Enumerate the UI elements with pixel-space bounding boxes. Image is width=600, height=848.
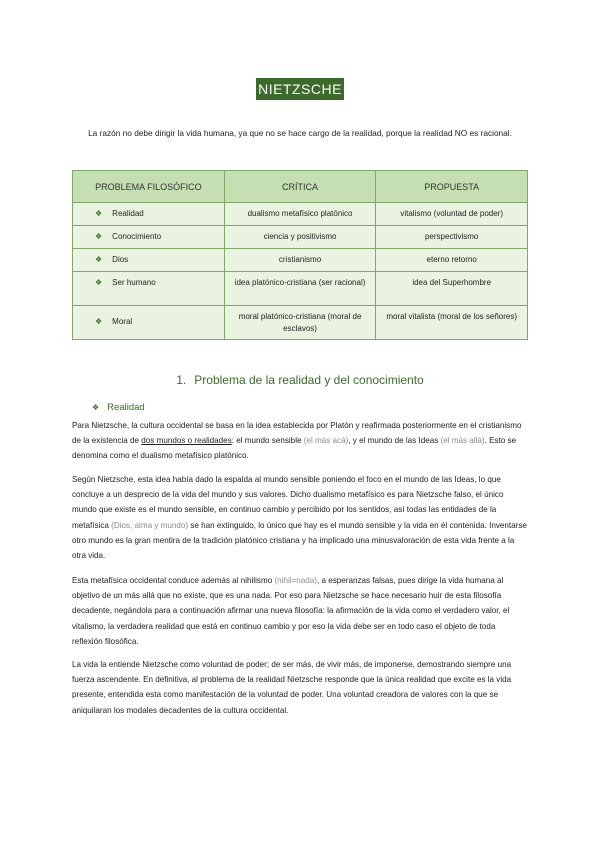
header-critica: CRÍTICA [224, 171, 376, 203]
propuesta-cell: idea del Superhombre [376, 272, 528, 306]
p1-text-b: : el mundo sensible [231, 436, 304, 446]
topic-label: Ser humano [112, 278, 156, 287]
critica-cell: idea platónico-cristiana (ser racional) [224, 272, 376, 306]
topic-cell [73, 203, 225, 226]
header-propuesta: PROPUESTA [376, 171, 528, 203]
topic-label: Moral [112, 317, 133, 326]
subsection-title: Realidad [107, 402, 145, 413]
topic-label: Conocimiento [112, 232, 162, 241]
section-heading [0, 373, 600, 387]
p1-gray-2: (el más allá) [440, 436, 485, 446]
p1-text-d: . Esto se denomina como el dualismo metafísico platónico. [72, 436, 517, 461]
critica-cell: cristianismo [224, 249, 376, 272]
topic-label: Dios [112, 255, 129, 264]
p1-underlined: dos mundos o realidades [141, 436, 232, 446]
diamond-bullet-icon: ❖ [95, 255, 103, 264]
subsection-heading [92, 402, 145, 413]
summary-table [72, 170, 528, 340]
critica-cell: moral platónico-cristiana (moral de esclavos) [224, 306, 376, 340]
table-row [73, 272, 528, 306]
propuesta-cell: moral vitalista (moral de los señores) [376, 306, 528, 340]
propuesta-cell: perspectivismo [376, 226, 528, 249]
propuesta-cell: vitalismo (voluntad de poder) [376, 203, 528, 226]
p2-text-a: Según Nietzsche, esta idea había dado la espalda al mundo sensible poniendo el foco en el mundo de las Ideas, lo que concluye a un desprecio de la vida del mundo y sus valores. Dicho dualismo metafísico es para Nietzsche falso, el único mundo que existe es el mundo sensible, en continuo cambio y percibido por los sentidos, así todas las entidades de la metafísica [72, 475, 504, 530]
diamond-bullet-icon: ❖ [95, 209, 103, 218]
topic-label: Realidad [112, 209, 144, 218]
topic-cell [73, 226, 225, 249]
propuesta-cell: eterno retorno [376, 249, 528, 272]
critica-cell: ciencia y positivismo [224, 226, 376, 249]
p2-text-b: se han extinguido, lo único que hay es el mundo sensible y la vida en él contenida. Inventarse otro mundo es la gran mentira de la tradición platónico cristiana y ha implicado una minusvaloración de esta vida frente a la otra vida. [72, 520, 527, 561]
diamond-bullet-icon: ❖ [92, 403, 100, 412]
paragraph-1 [72, 418, 528, 464]
table-header-row [73, 171, 528, 203]
p1-text-c: , y el mundo de las Ideas [348, 436, 441, 446]
section-title: Problema de la realidad y del conocimiento [194, 373, 424, 387]
p1-gray-1: (el más acá) [303, 436, 349, 446]
paragraph-4: La vida la entiende Nietzsche como voluntad de poder; de ser más, de vivir más, de imponerse, demostrando siempre una fuerza ascendente. En definitiva, al problema de la realidad Nietzsche responde que la única realidad que excite es la vida presente, entendida esta como manifestación de la voluntad de poder. Una voluntad creadora de valores con la que se aniquilaran los modales decadentes de la cultura occidental. [72, 660, 512, 715]
topic-cell [73, 306, 225, 340]
header-problema: PROBLEMA FILOSÓFICO [73, 171, 225, 203]
p3-gray: (nihil=nada) [274, 576, 317, 585]
title-wrap [0, 78, 600, 100]
section-number: 1. [176, 373, 187, 387]
p2-gray: (Dios, alma y mundo) [111, 520, 189, 530]
table-row [73, 226, 528, 249]
p3-text-b: , a esperanzas falsas, pues dirige la vida humana al objetivo de un más allá que no existe, que es una nada. Por eso para Nietzsche se hace necesario huir de esta filosofía decadente, negándola para a continuación afirmar una nueva filosofía: la afirmación de la vida como el verdadero valor, el vitalismo, la verdadera realidad que está en continuo cambio y por eso la vida debe ser en todo caso el objeto de toda reflexión filosófica. [72, 576, 510, 646]
p1-text-a: Para Nietzsche, la cultura occidental se basa en la idea establecida por Platón y reafirmada posteriormente en el cristianismo de la existencia de [72, 421, 522, 446]
topic-cell [73, 249, 225, 272]
table-row [73, 203, 528, 226]
diamond-bullet-icon: ❖ [95, 278, 103, 287]
paragraph-2 [72, 472, 528, 563]
p3-text-a: Esta metafísica occidental conduce además al nihilismo [72, 576, 275, 585]
critica-cell: dualismo metafísico platónico [224, 203, 376, 226]
table-row [73, 249, 528, 272]
paragraph-3 [72, 573, 528, 649]
table-row [73, 306, 528, 340]
intro-text: La razón no debe dirigir la vida humana, ya que no se hace cargo de la realidad, porque la realidad NO es racional. [88, 128, 512, 138]
diamond-bullet-icon: ❖ [95, 232, 103, 241]
topic-cell [73, 272, 225, 306]
diamond-bullet-icon: ❖ [95, 317, 103, 326]
page-title: NIETZSCHE [256, 78, 344, 100]
